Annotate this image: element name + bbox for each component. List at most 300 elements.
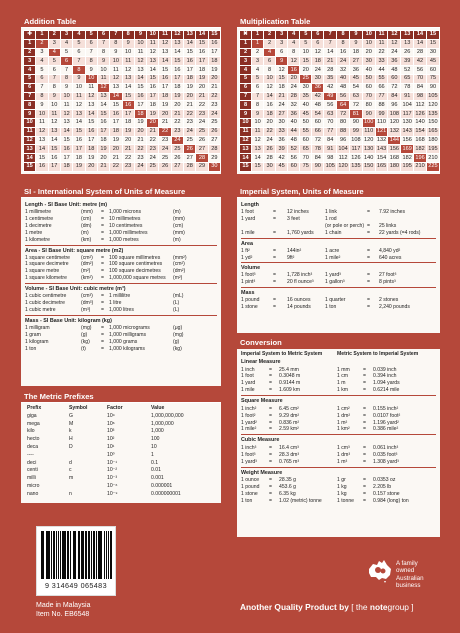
- imperial-cell: 1 rod: [325, 215, 337, 222]
- multiplication-cell: 33: [276, 127, 288, 136]
- addition-cell: 17: [85, 136, 97, 145]
- made-in-label: [36, 601, 90, 619]
- multiplication-cell: 30: [426, 48, 439, 57]
- multiplication-table-panel: [237, 16, 440, 174]
- multiplication-cell: 35: [324, 74, 337, 83]
- addition-cell: 12: [36, 127, 48, 136]
- multiplication-cell: 21: [324, 57, 337, 66]
- addition-cell: 23: [159, 136, 171, 145]
- multiplication-cell: 65: [300, 145, 312, 154]
- conversion-row: [241, 420, 436, 427]
- prefix-row: [27, 428, 217, 436]
- prefix-cell: 10⁻⁹: [107, 490, 118, 497]
- addition-cell: 26: [196, 136, 208, 145]
- multiplication-cell: 28: [414, 48, 427, 57]
- prefix-cell: micro: [27, 482, 40, 489]
- addition-table-title: Addition Table: [21, 16, 221, 28]
- multiplication-cell: 28: [264, 154, 276, 163]
- addition-cell: 25: [208, 118, 220, 127]
- multiplication-cell: 121: [376, 128, 387, 135]
- conversion-cell: 1 cm³: [337, 444, 350, 451]
- multiplication-row: [240, 136, 440, 145]
- imperial-area-row: [241, 248, 436, 255]
- si-area-heading: Area - SI Base Unit: square metre (m2): [25, 247, 124, 254]
- conversion-cell: =: [269, 458, 272, 465]
- si-cell: 1 square centimetre: [25, 254, 71, 261]
- addition-row-header: 5: [24, 74, 36, 83]
- conversion-right-header: Metric System to Imperial System: [337, 351, 419, 357]
- si-cell: 1,000,000 square metres: [109, 275, 166, 282]
- addition-cell: 10: [48, 101, 60, 110]
- conversion-cell: 0.3048 m: [279, 373, 301, 380]
- si-cell: (dm²): [173, 268, 186, 275]
- si-cell: 100 square centimetres: [109, 261, 163, 268]
- multiplication-cell: 90: [312, 162, 324, 171]
- addition-cell: 23: [184, 118, 196, 127]
- addition-cell: 8: [48, 83, 60, 92]
- prefix-cell: M: [69, 420, 74, 427]
- addition-cell: 16: [159, 74, 171, 83]
- si-cell: (dm²): [81, 261, 94, 268]
- conversion-cell: =: [269, 444, 272, 451]
- brand-logo: [351, 602, 413, 612]
- addition-cell: 6: [36, 74, 48, 83]
- multiplication-cell: 36: [276, 136, 288, 145]
- multiplication-cell: 15: [426, 39, 439, 48]
- multiplication-cell: 66: [312, 127, 324, 136]
- si-cell: 1,000 micrograms: [109, 324, 150, 331]
- si-length-row: [25, 216, 217, 223]
- addition-col-header: 11: [159, 31, 171, 40]
- multiplication-row: [240, 110, 440, 119]
- multiplication-cell: 54: [349, 83, 362, 92]
- conversion-cell: =: [269, 412, 272, 419]
- multiplication-cell: 52: [288, 145, 300, 154]
- conversion-cell: 1 yard: [241, 380, 256, 387]
- multiplication-cell: 30: [300, 83, 312, 92]
- conversion-cell: 0.155 inch²: [373, 405, 399, 412]
- si-area-row: [25, 268, 217, 275]
- multiplication-cell: 5: [252, 74, 264, 83]
- barcode-bar: [100, 531, 102, 579]
- multiplication-cell: 21: [276, 92, 288, 101]
- multiplication-row: [240, 127, 440, 136]
- conversion-row: [241, 406, 436, 413]
- conversion-row: [241, 445, 436, 452]
- imperial-cell: 9ft²: [287, 254, 295, 261]
- addition-table: [23, 30, 221, 172]
- imperial-units-title: Imperial System, Units of Measure: [237, 186, 440, 198]
- multiplication-cell: 72: [337, 110, 350, 119]
- addition-col-header: 9: [134, 31, 146, 40]
- metric-prefixes-body: [27, 405, 217, 499]
- si-length-row: [25, 223, 217, 230]
- imperial-cell: 2,240 pounds: [379, 304, 410, 311]
- multiplication-col-header: 7: [324, 31, 337, 40]
- addition-cell: 20: [110, 145, 122, 154]
- si-cell: =: [101, 275, 104, 282]
- imperial-volume-row: [241, 279, 436, 286]
- multiplication-row: [240, 83, 440, 92]
- multiplication-cell: 12: [288, 57, 300, 66]
- addition-cell: 13: [147, 57, 159, 66]
- conversion-cell: 1 dm²: [337, 412, 351, 419]
- imperial-cell: =: [367, 272, 370, 279]
- addition-cell: 12: [85, 92, 97, 101]
- imperial-cell: =: [273, 215, 276, 222]
- multiplication-cell: 70: [324, 118, 337, 127]
- imperial-cell: 1 pint³: [241, 279, 256, 286]
- conversion-cell: =: [363, 497, 366, 504]
- si-cell: =: [101, 209, 104, 215]
- addition-cell: 14: [159, 57, 171, 66]
- prefix-row: [27, 452, 217, 460]
- si-cell: 1,000 milligrams: [109, 331, 147, 338]
- conversion-row: [241, 426, 436, 433]
- conversion-cell: 0.836 m²: [279, 419, 300, 426]
- multiplication-cell: 70: [300, 154, 312, 163]
- prefix-cell: 10⁰: [107, 451, 115, 458]
- addition-col-header: 3: [60, 31, 72, 40]
- conversion-cell: =: [363, 444, 366, 451]
- multiplication-cell: 18: [276, 83, 288, 92]
- addition-cell: 11: [122, 57, 134, 66]
- si-cell: (mg): [173, 331, 184, 338]
- conversion-cell: 1 inch³: [241, 444, 257, 451]
- multiplication-col-header: 5: [300, 31, 312, 40]
- multiplication-cell: 28: [324, 66, 337, 75]
- conversion-cell: 28.35 g: [279, 477, 296, 484]
- addition-cell: 17: [48, 162, 60, 171]
- si-cell: 1,000 microns: [109, 209, 141, 215]
- addition-cell: 22: [171, 118, 183, 127]
- multiplication-cell: 28: [288, 92, 300, 101]
- metric-prefixes-title: The Metric Prefixes: [21, 391, 221, 403]
- si-cell: 1,000 metres: [109, 236, 139, 243]
- si-cell: (m): [173, 236, 181, 243]
- si-cell: (m³): [81, 306, 91, 313]
- addition-cell: 20: [208, 74, 220, 83]
- multiplication-cell: 70: [414, 74, 427, 83]
- addition-cell: 20: [196, 83, 208, 92]
- si-cell: (m): [81, 229, 89, 236]
- multiplication-cell: 168: [415, 136, 425, 143]
- multiplication-cell: 10: [300, 48, 312, 57]
- multiplication-cell: 24: [264, 136, 276, 145]
- multiplication-cell: 50: [300, 118, 312, 127]
- multiplication-cell: 24: [276, 101, 288, 110]
- addition-cell: 8: [85, 57, 97, 66]
- multiplication-col-header: 3: [276, 31, 288, 40]
- multiplication-cell: 156: [402, 136, 412, 143]
- multiplication-cell: 10: [252, 118, 264, 127]
- imperial-units-panel: [237, 186, 440, 333]
- imperial-cell: 640 acres: [379, 254, 402, 261]
- si-cell: =: [101, 324, 104, 331]
- imperial-cell: =: [273, 297, 276, 304]
- addition-cell: 24: [184, 127, 196, 136]
- multiplication-col-header: 4: [288, 31, 300, 40]
- multiplication-cell: 6: [312, 39, 324, 48]
- si-cell: =: [101, 306, 104, 313]
- addition-row: [24, 110, 221, 119]
- prefix-row: [27, 413, 217, 421]
- si-cell: (cm²): [81, 254, 93, 261]
- barcode: [36, 526, 116, 596]
- multiplication-cell: 135: [428, 110, 438, 117]
- multiplication-row-header: 1: [240, 39, 252, 48]
- conversion-section-heading: Square Measure: [241, 398, 283, 405]
- multiplication-table: [239, 30, 440, 172]
- addition-cell: 3: [48, 39, 60, 48]
- imperial-cell: =: [367, 247, 370, 254]
- conversion-section-heading: Cubic Measure: [241, 437, 280, 444]
- addition-cell: 19: [171, 92, 183, 101]
- si-mass-row: [25, 339, 217, 346]
- si-cell: 1 square metre: [25, 268, 60, 275]
- prefix-cell: 0.1: [151, 459, 159, 466]
- conversion-cell: =: [269, 451, 272, 458]
- imperial-cell: 1 mile²: [325, 254, 341, 261]
- imperial-cell: 1 yd²: [241, 254, 253, 261]
- si-cell: (t): [81, 345, 86, 352]
- barcode-bars: [41, 531, 113, 579]
- conversion-cell: 2.205 lb: [373, 484, 392, 491]
- conversion-cell: 0.394 inch: [373, 373, 397, 380]
- si-mass-heading: Mass - SI Base Unit: kilogram (kg): [25, 317, 112, 324]
- multiplication-cell: 104: [402, 101, 412, 108]
- conversion-cell: 1.609 km: [279, 387, 300, 394]
- addition-row-header: 1: [24, 39, 36, 48]
- multiplication-row-header: 5: [240, 74, 252, 83]
- addition-cell: 17: [196, 57, 208, 66]
- addition-row: [24, 57, 221, 66]
- multiplication-cell: 88: [337, 127, 350, 136]
- conversion-cell: =: [363, 380, 366, 387]
- si-cell: (g): [173, 338, 180, 345]
- addition-cell: 4: [36, 57, 48, 66]
- conversion-cell: 1 kg: [337, 491, 347, 498]
- prefix-row: [27, 483, 217, 491]
- multiplication-cell: 22: [264, 127, 276, 136]
- imperial-mass-row: [241, 297, 436, 304]
- si-cell: 1 centimetre: [25, 215, 54, 222]
- imperial-cell: 1 link: [325, 209, 337, 215]
- multiplication-cell: 33: [375, 57, 388, 66]
- addition-cell: 13: [159, 48, 171, 57]
- conversion-cell: =: [269, 387, 272, 394]
- addition-cell: 15: [134, 83, 146, 92]
- multiplication-cell: 72: [388, 83, 401, 92]
- addition-cell: 20: [184, 92, 196, 101]
- conversion-column-headers: [241, 351, 436, 358]
- addition-row-header: 11: [24, 127, 36, 136]
- conversion-row: [241, 367, 436, 374]
- addition-row-header: 3: [24, 57, 36, 66]
- addition-cell: 27: [208, 136, 220, 145]
- prefix-cell: 10: [151, 443, 157, 450]
- imperial-cell: 1 acre: [325, 247, 340, 254]
- si-cell: =: [101, 345, 104, 352]
- multiplication-cell: 7: [324, 39, 337, 48]
- multiplication-cell: 105: [428, 92, 438, 99]
- addition-cell: 13: [134, 66, 146, 75]
- addition-cell: 16: [110, 110, 122, 119]
- addition-cell: 5: [48, 57, 60, 66]
- addition-cell: 16: [85, 127, 97, 136]
- multiplication-cell: 9: [252, 110, 264, 119]
- addition-cell: 15: [36, 154, 48, 163]
- multiplication-cell: 40: [300, 101, 312, 110]
- multiplication-cell: 99: [349, 127, 362, 136]
- addition-cell: 29: [208, 154, 220, 163]
- multiplication-cell: 8: [264, 66, 276, 75]
- prefix-cell: [69, 452, 107, 460]
- multiplication-cell: 63: [349, 92, 362, 101]
- conversion-row: [241, 413, 436, 420]
- addition-cell: 16: [208, 39, 220, 48]
- addition-row-header: 13: [24, 145, 36, 154]
- multiplication-cell: 44: [288, 127, 300, 136]
- addition-cell: 19: [122, 127, 134, 136]
- imperial-cell: 144in²: [287, 247, 302, 254]
- addition-cell: 7: [73, 57, 85, 66]
- imperial-cell: 1 pound: [241, 297, 260, 304]
- imperial-cell: =: [273, 209, 276, 215]
- addition-row-header: 8: [24, 101, 36, 110]
- multiplication-cell: 110: [364, 128, 374, 135]
- imperial-cell: 1 stone: [241, 304, 258, 311]
- multiplication-cell: 6: [264, 57, 276, 66]
- addition-col-header: 2: [48, 31, 60, 40]
- prefix-cell: n: [69, 490, 72, 497]
- conversion-cell: =: [363, 366, 366, 373]
- addition-cell: 19: [147, 110, 159, 119]
- imperial-cell: 1 yard: [241, 215, 256, 222]
- imperial-cell: 12 inches: [287, 209, 309, 215]
- imperial-cell: [379, 216, 433, 223]
- addition-cell: 15: [184, 48, 196, 57]
- conversion-cell: =: [269, 366, 272, 373]
- conversion-cell: 0.9144 m: [279, 380, 301, 387]
- addition-cell: 21: [171, 110, 183, 119]
- multiplication-cell: 40: [288, 118, 300, 127]
- addition-cell: 16: [97, 118, 109, 127]
- addition-cell: 21: [110, 154, 122, 163]
- multiplication-cell: 98: [324, 154, 337, 163]
- prefix-cell: 10³: [107, 428, 115, 435]
- addition-cell: 27: [171, 162, 183, 171]
- prefix-cell: 0.000000001: [151, 490, 181, 497]
- addition-cell: 22: [147, 136, 159, 145]
- multiplication-cell: 20: [362, 48, 375, 57]
- multiplication-cell: 14: [324, 48, 337, 57]
- multiplication-cell: 66: [375, 83, 388, 92]
- prefix-row: [27, 444, 217, 452]
- addition-cell: 27: [184, 154, 196, 163]
- multiplication-cell: 78: [401, 83, 414, 92]
- addition-row-header: 7: [24, 92, 36, 101]
- multiplication-cell: 135: [351, 163, 361, 170]
- addition-row: [24, 66, 221, 75]
- si-cell: =: [101, 229, 104, 236]
- addition-cell: 9: [73, 74, 85, 83]
- imperial-cell: 22 yards (=4 rods): [379, 229, 421, 236]
- multiplication-cell: 39: [276, 145, 288, 154]
- multiplication-corner-icon: ✖: [240, 31, 252, 40]
- addition-cell: 10: [97, 66, 109, 75]
- imperial-length-row: [241, 216, 436, 223]
- multiplication-cell: 88: [375, 101, 388, 110]
- si-cell: =: [101, 236, 104, 243]
- multiplication-row: [240, 39, 440, 48]
- prefix-cell: k: [69, 428, 72, 435]
- si-cell: 1 square kilometre: [25, 275, 67, 282]
- multiplication-cell: 150: [428, 119, 438, 126]
- si-cell: 1 kilogram: [25, 338, 49, 345]
- divider: [241, 395, 436, 396]
- imperial-cell: =: [273, 254, 276, 261]
- multiplication-cell: 8: [288, 48, 300, 57]
- multiplication-cell: 91: [401, 92, 414, 101]
- addition-cell: 18: [196, 66, 208, 75]
- si-length-row: [25, 237, 217, 244]
- addition-cell: 17: [171, 74, 183, 83]
- si-cell: (mg): [81, 324, 92, 331]
- si-cell: 1 kilometre: [25, 236, 50, 243]
- conversion-cell: 1 m: [337, 380, 346, 387]
- multiplication-cell: 3: [252, 57, 264, 66]
- addition-cell: 17: [147, 92, 159, 101]
- conversion-cell: 1 foot: [241, 373, 254, 380]
- conversion-section-heading: Linear Measure: [241, 358, 281, 365]
- addition-cell: 14: [85, 110, 97, 119]
- imperial-mass-heading: Mass: [241, 290, 255, 297]
- imperial-cell: 7.92 inches: [379, 209, 406, 215]
- addition-row-header: 14: [24, 154, 36, 163]
- addition-cell: 18: [184, 74, 196, 83]
- addition-corner-icon: ✚: [24, 31, 36, 40]
- multiplication-cell: 36: [288, 110, 300, 119]
- imperial-cell: [287, 223, 325, 230]
- si-cell: (km²): [81, 275, 93, 282]
- addition-cell: 16: [196, 48, 208, 57]
- si-cell: 1,000 millimetres: [109, 229, 148, 236]
- conversion-cell: =: [363, 387, 366, 394]
- si-mass-row: [25, 332, 217, 339]
- addition-cell: 16: [134, 92, 146, 101]
- conversion-left-header: Imperial System to Metric System: [241, 351, 323, 357]
- multiplication-cell: 42: [414, 57, 427, 66]
- multiplication-cell: 10: [264, 74, 276, 83]
- multiplication-row-header: 11: [240, 127, 252, 136]
- addition-cell: 9: [110, 48, 122, 57]
- multiplication-row: [240, 145, 440, 154]
- prefix-cell: ----: [27, 451, 34, 458]
- multiplication-col-header: 15: [426, 31, 439, 40]
- multiplication-row-header: 6: [240, 83, 252, 92]
- multiplication-cell: 42: [324, 83, 337, 92]
- addition-cell: 21: [97, 162, 109, 171]
- addition-cell: 14: [147, 66, 159, 75]
- multiplication-cell: 24: [288, 83, 300, 92]
- addition-cell: 12: [159, 39, 171, 48]
- multiplication-cell: 12: [388, 39, 401, 48]
- addition-cell: 12: [97, 83, 109, 92]
- multiplication-cell: 154: [376, 154, 387, 161]
- tagline-prefix: Another Quality Product by: [240, 602, 349, 612]
- multiplication-cell: 14: [264, 92, 276, 101]
